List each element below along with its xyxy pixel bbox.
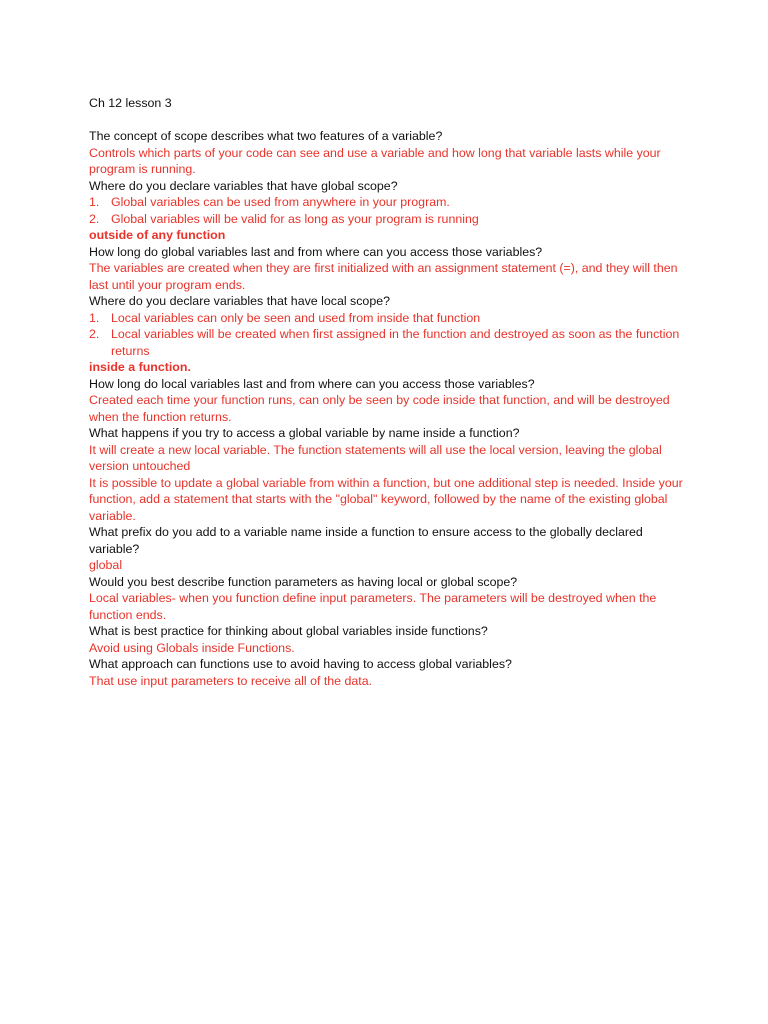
answer-list: [89, 310, 689, 360]
list-item-number: 2.: [89, 327, 100, 341]
list-item-number: 1.: [89, 310, 100, 325]
list-item-text: Local variables can only be seen and used from inside that function: [111, 310, 481, 325]
question-text: Where do you declare variables that have global scope?: [89, 178, 398, 193]
question-text: How long do local variables last and from where can you access those variables?: [89, 376, 535, 391]
question-text: What approach can functions use to avoid having to access global variables?: [89, 657, 512, 671]
answer-text: It will create a new local variable. The function statements will all use the local version, leaving the global version untouched: [89, 442, 662, 473]
answer-list: [89, 194, 689, 227]
list-item-number: 2.: [89, 211, 100, 226]
document-body: [89, 128, 689, 689]
answer-text: That use input parameters to receive all of the data.: [89, 673, 373, 688]
answer-emphasis: inside a function.: [89, 360, 191, 374]
question-text: The concept of scope describes what two features of a variable?: [89, 129, 443, 143]
document-title: Ch 12 lesson 3: [89, 96, 172, 110]
answer-text: It is possible to update a global variable from within a function, but one additional step is needed. Inside your function, add a statement that starts with the "global" keyword, followed by the name of the existing global variable.: [89, 475, 683, 523]
answer-list-item: [89, 310, 689, 327]
list-item-number: 1.: [89, 195, 100, 209]
answer-list-item: [89, 211, 689, 228]
answer-text: Controls which parts of your code can see and use a variable and how long that variable lasts while your program is running.: [89, 145, 661, 176]
list-item-text: Global variables can be used from anywhere in your program.: [111, 195, 450, 209]
question-text: Would you best describe function parameters as having local or global scope?: [89, 574, 518, 589]
answer-list-item: [89, 194, 689, 211]
answer-list-item: [89, 326, 689, 359]
answer-text: The variables are created when they are first initialized with an assignment statement (=), and they will then last until your program ends.: [89, 261, 678, 292]
question-text: Where do you declare variables that have local scope?: [89, 294, 390, 308]
answer-text: global: [89, 558, 123, 572]
answer-text: Local variables- when you function define input parameters. The parameters will be destroyed when the function ends.: [89, 591, 657, 622]
answer-text: Avoid using Globals inside Functions.: [89, 640, 295, 655]
list-item-text: Global variables will be valid for as long as your program is running: [111, 211, 479, 226]
question-text: What is best practice for thinking about global variables inside functions?: [89, 624, 488, 638]
answer-emphasis: outside of any function: [89, 228, 226, 242]
document-page: [89, 95, 689, 689]
question-text: What prefix do you add to a variable name inside a function to ensure access to the globally declared variable?: [89, 525, 643, 556]
list-item-text: Local variables will be created when first assigned in the function and destroyed as soon as the function returns: [111, 327, 680, 358]
answer-text: Created each time your function runs, can only be seen by code inside that function, and will be destroyed when the function returns.: [89, 393, 670, 424]
question-text: How long do global variables last and from where can you access those variables?: [89, 244, 543, 259]
question-text: What happens if you try to access a global variable by name inside a function?: [89, 426, 520, 440]
